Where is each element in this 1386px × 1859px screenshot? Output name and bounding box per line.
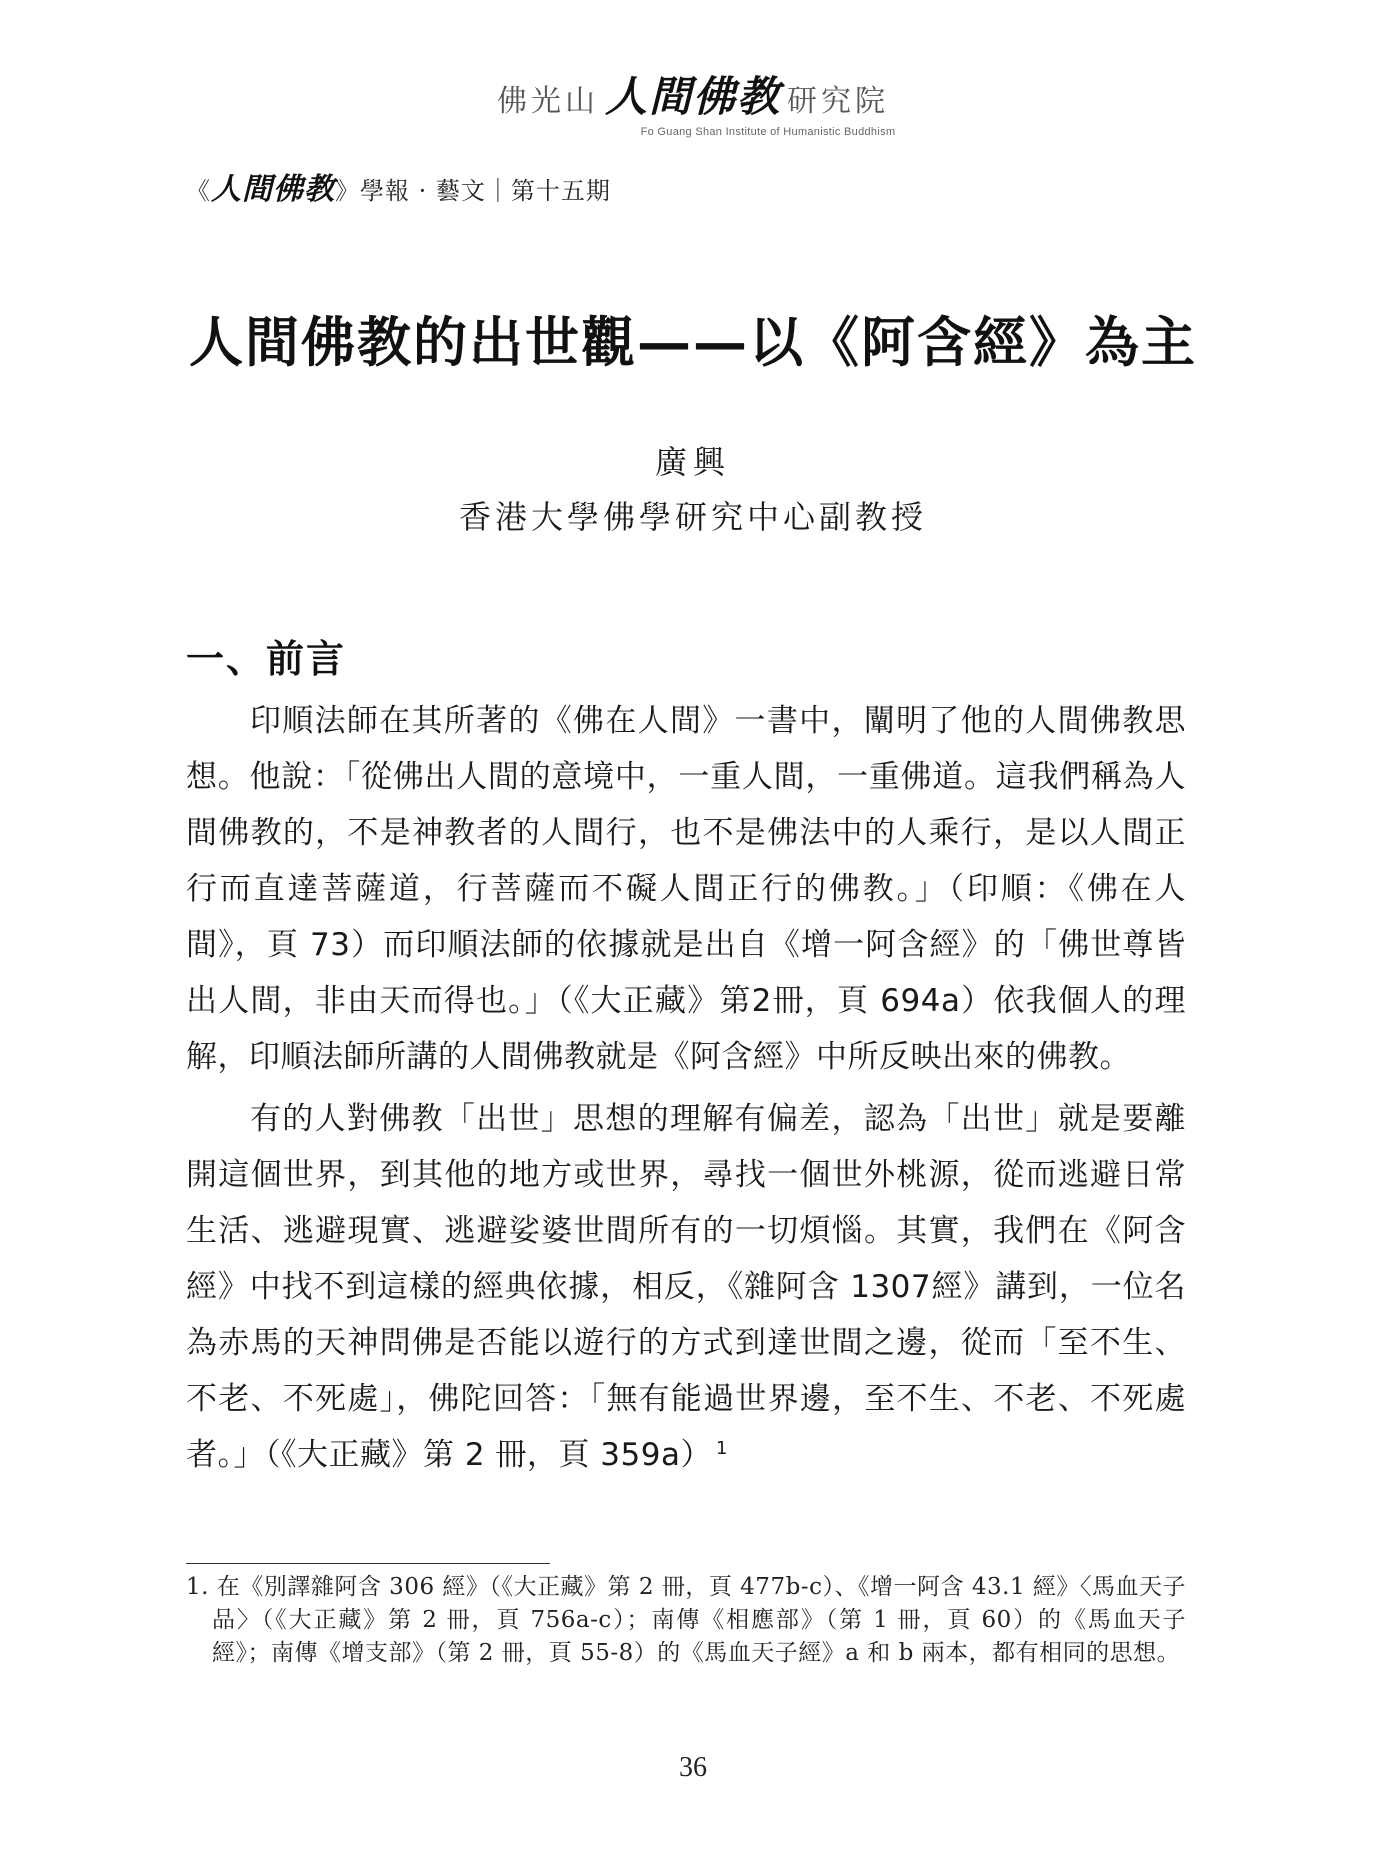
paragraph-2-text: 有的人對佛教「出世」思想的理解有偏差，認為「出世」就是要離開這個世界，到其他的地方或世界，尋找一個世外桃源，從而逃避日常生活、逃避現實、逃避娑婆世間所有的一切煩惱。其實，我們在《阿含經》中找不到這樣的經典依據，相反，《雜阿含 1307經》講到，一位名為赤馬的天神問佛是否能以遊行的方式到達世間之邊，從而「至不生、不老、不死處」，佛陀回答：「無有能過世界邊，至不生、不老、不死處者。」（《大正藏》第 2 冊，頁 359a） (186, 1101, 1186, 1473)
institute-logo (0, 64, 1386, 138)
article-title: 人間佛教的出世觀——以《阿含經》為主 (189, 310, 1197, 374)
logo-brand-calligraphy: 人間佛教 (604, 72, 781, 121)
paragraph-2 (186, 1091, 1186, 1483)
journal-open-bracket: 《 (186, 177, 211, 205)
journal-running-header (186, 164, 611, 208)
footnote-reference[interactable]: 1 (715, 1437, 728, 1459)
logo-left-text: 佛光山 (496, 84, 599, 119)
logo-right-text: 研究院 (787, 84, 889, 119)
logo-subtitle: Fo Guang Shan Institute of Humanistic Buddhism (640, 126, 896, 138)
author-name: 廣興 (654, 443, 731, 481)
body-text (186, 693, 1186, 1483)
footnote-1: 1. 在《別譯雜阿含 306 經》（《大正藏》第 2 冊，頁 477b-c）、《增一阿含 43.1 經》〈馬血天子品〉（《大正藏》第 2 冊，頁 756a-c）；南傳《相應部》（第 1 冊，頁 60）的《馬血天子經》；南傳《增支部》（第 2 冊，頁 55-8）的《馬血天子經》a 和 b 兩本，都有相同的思想。 (186, 1574, 1186, 1666)
page-number: 36 (679, 1752, 707, 1783)
logo-title (0, 64, 1386, 124)
author-affiliation: 香港大學佛學研究中心副教授 (458, 498, 927, 536)
journal-brand: 人間佛教 (211, 172, 335, 207)
paragraph-1: 印順法師在其所著的《佛在人間》一書中，闡明了他的人間佛教思想。他說：「從佛出人間的意境中，一重人間，一重佛道。這我們稱為人間佛教的，不是神教者的人間行，也不是佛法中的人乘行，是以人間正行而直達菩薩道，行菩薩而不礙人間正行的佛教。」（印順：《佛在人間》，頁 73）而印順法師的依據就是出自《增一阿含經》的「佛世尊皆出人間，非由天而得也。」（《大正藏》第2冊，頁 694a）依我個人的理解，印順法師所講的人間佛教就是《阿含經》中所反映出來的佛教。 (186, 703, 1186, 1075)
footnote-divider (186, 1563, 550, 1564)
section-heading: 一、前言 (186, 636, 347, 681)
journal-issue: 》學報 · 藝文｜第十五期 (335, 177, 611, 205)
